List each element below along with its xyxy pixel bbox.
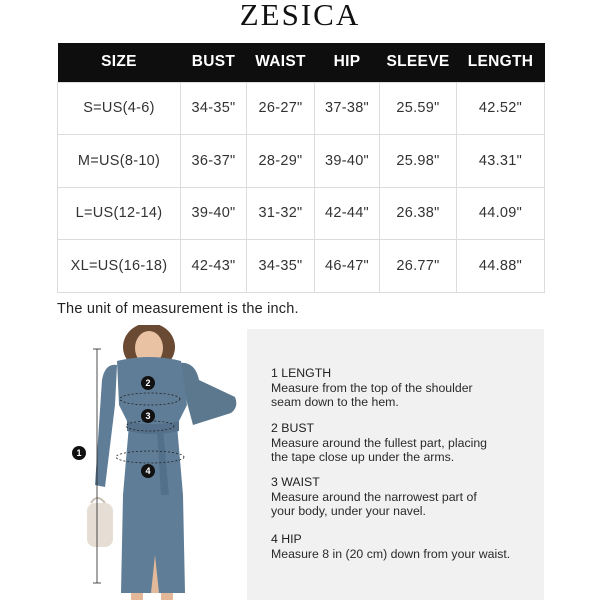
leg-right xyxy=(161,593,173,600)
guide-hip xyxy=(271,532,531,561)
guide-hip-text: Measure 8 in (20 cm) down from your waist. xyxy=(271,546,511,561)
cell-length: 43.31" xyxy=(457,135,545,188)
cell-waist: 26-27" xyxy=(247,82,315,135)
cell-hip: 42-44" xyxy=(315,187,380,240)
guide-length-title: 1 LENGTH xyxy=(271,366,332,380)
guide-hip-title: 4 HIP xyxy=(271,532,302,546)
cell-sleeve: 25.98" xyxy=(380,135,457,188)
cell-sleeve: 25.59" xyxy=(380,82,457,135)
table-header-row xyxy=(58,43,545,82)
guide-length xyxy=(271,366,531,410)
cell-bust: 39-40" xyxy=(181,187,247,240)
header-waist: WAIST xyxy=(247,43,315,82)
header-length: LENGTH xyxy=(457,43,545,82)
guide-bust-text: Measure around the fullest part, placing the tape close up under the arms. xyxy=(271,435,488,464)
measurement-guide-panel xyxy=(247,329,544,600)
guide-bust-title: 2 BUST xyxy=(271,421,315,435)
dress-figure xyxy=(57,325,247,600)
right-sleeve xyxy=(179,363,236,425)
cell-length: 44.88" xyxy=(457,240,545,293)
size-chart-table xyxy=(57,43,545,293)
unit-note: The unit of measurement is the inch. xyxy=(57,301,299,317)
table-row xyxy=(58,135,545,188)
guide-waist xyxy=(271,475,531,519)
cell-size: M=US(8-10) xyxy=(58,135,181,188)
handbag-icon xyxy=(87,503,113,547)
cell-bust: 42-43" xyxy=(181,240,247,293)
header-size: SIZE xyxy=(58,43,181,82)
marker-label-4: 4 xyxy=(145,466,151,476)
bag-handle xyxy=(91,498,105,503)
header-sleeve: SLEEVE xyxy=(380,43,457,82)
marker-label-3: 3 xyxy=(145,411,151,421)
model-illustration xyxy=(57,325,247,600)
cell-hip: 39-40" xyxy=(315,135,380,188)
table-row xyxy=(58,240,545,293)
cell-waist: 31-32" xyxy=(247,187,315,240)
guide-length-text: Measure from the top of the shoulder seam down to the hem. xyxy=(271,380,473,409)
cell-sleeve: 26.77" xyxy=(380,240,457,293)
marker-label-1: 1 xyxy=(76,448,82,458)
cell-waist: 34-35" xyxy=(247,240,315,293)
header-bust: BUST xyxy=(181,43,247,82)
cell-hip: 37-38" xyxy=(315,82,380,135)
leg-left xyxy=(131,593,143,600)
table-row xyxy=(58,82,545,135)
cell-size: L=US(12-14) xyxy=(58,187,181,240)
cell-length: 44.09" xyxy=(457,187,545,240)
cell-size: XL=US(16-18) xyxy=(58,240,181,293)
cell-waist: 28-29" xyxy=(247,135,315,188)
guide-bust xyxy=(271,421,531,465)
cell-length: 42.52" xyxy=(457,82,545,135)
header-hip: HIP xyxy=(315,43,380,82)
table-row xyxy=(58,187,545,240)
cell-sleeve: 26.38" xyxy=(380,187,457,240)
brand-logo: ZESICA xyxy=(239,0,361,32)
cell-hip: 46-47" xyxy=(315,240,380,293)
marker-label-2: 2 xyxy=(145,378,151,388)
cell-bust: 36-37" xyxy=(181,135,247,188)
cell-size: S=US(4-6) xyxy=(58,82,181,135)
left-sleeve xyxy=(95,365,117,487)
guide-waist-title: 3 WAIST xyxy=(271,475,320,489)
guide-waist-text: Measure around the narrowest part of your body, under your navel. xyxy=(271,489,477,518)
cell-bust: 34-35" xyxy=(181,82,247,135)
